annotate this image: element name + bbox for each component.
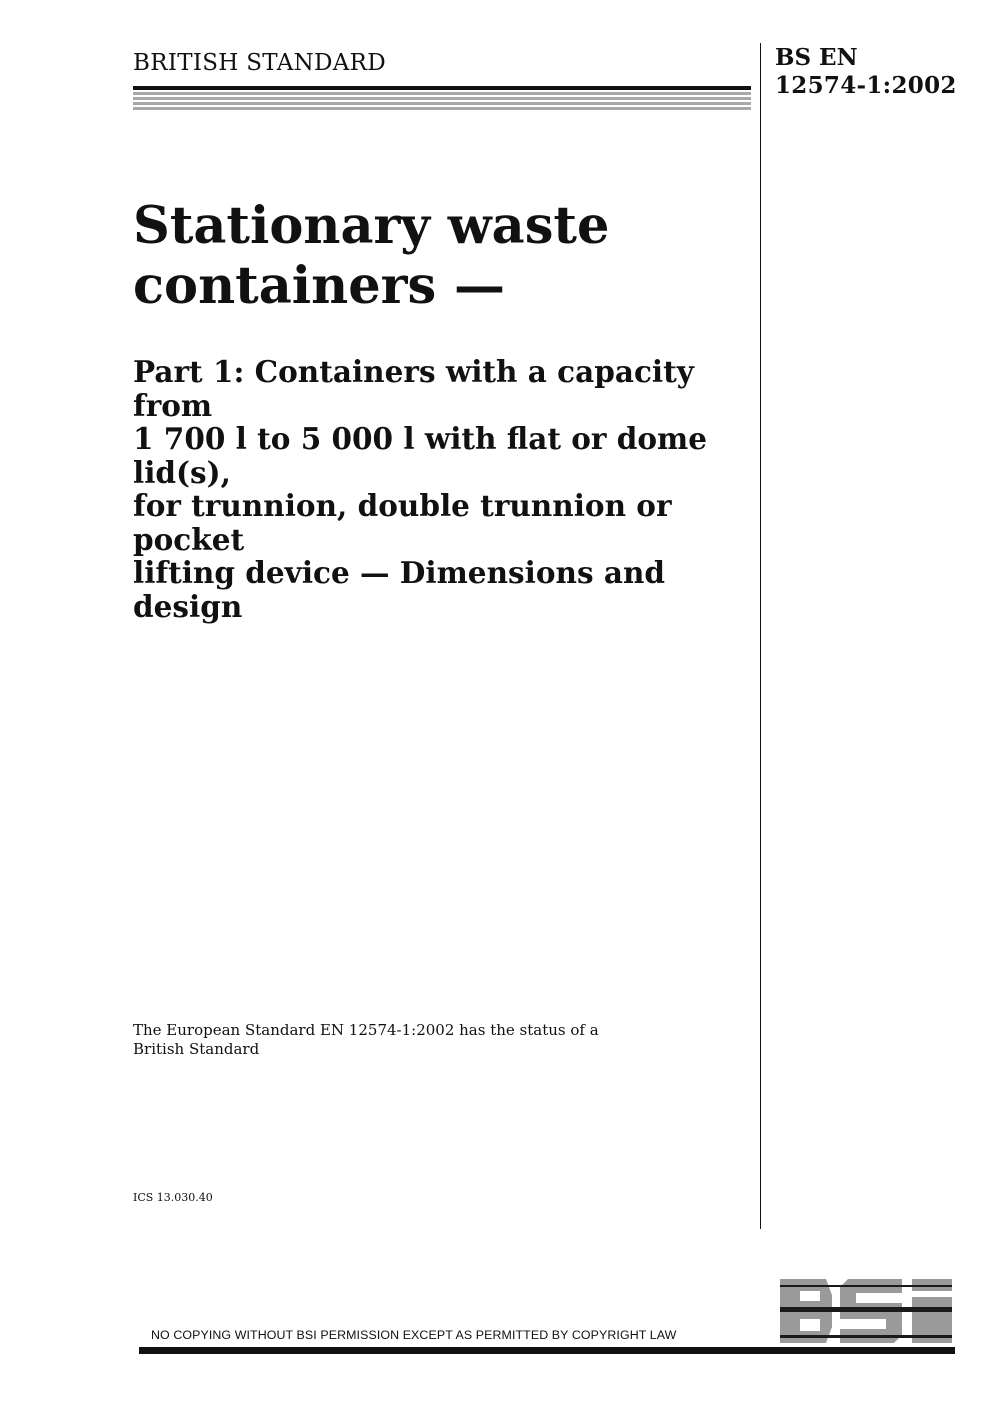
ics-code: ICS 13.030.40 <box>133 1191 213 1204</box>
subtitle-line-3: for trunnion, double trunnion or pocket <box>133 488 672 557</box>
subtitle-line-2: 1 700 l to 5 000 l with flat or dome lid(s), <box>133 421 707 490</box>
grey-rule-2 <box>133 97 751 100</box>
status-note-line-1: The European Standard EN 12574-1:2002 has the status of a <box>133 1021 599 1039</box>
bottom-rule <box>139 1347 955 1354</box>
document-title <box>133 196 753 316</box>
title-line-1: Stationary waste <box>133 196 610 256</box>
grey-rule-3 <box>133 102 751 105</box>
status-note-line-2: British Standard <box>133 1040 260 1058</box>
copyright-notice: NO COPYING WITHOUT BSI PERMISSION EXCEPT AS PERMITTED BY COPYRIGHT LAW <box>151 1328 677 1342</box>
subtitle-line-1: Part 1: Containers with a capacity from <box>133 354 694 423</box>
standard-number-prefix: BS EN <box>775 44 858 71</box>
series-label: BRITISH STANDARD <box>133 50 387 76</box>
title-line-2: containers — <box>133 256 505 316</box>
top-rule <box>133 86 751 90</box>
grey-rule-4 <box>133 107 751 110</box>
subtitle-line-4: lifting device — Dimensions and design <box>133 555 666 624</box>
grey-rule-1 <box>133 92 751 95</box>
status-note <box>133 1021 653 1059</box>
vertical-divider <box>760 43 761 1229</box>
standard-number: 12574-1:2002 <box>775 72 957 99</box>
document-subtitle <box>133 355 773 623</box>
bsi-logo <box>778 1277 956 1345</box>
